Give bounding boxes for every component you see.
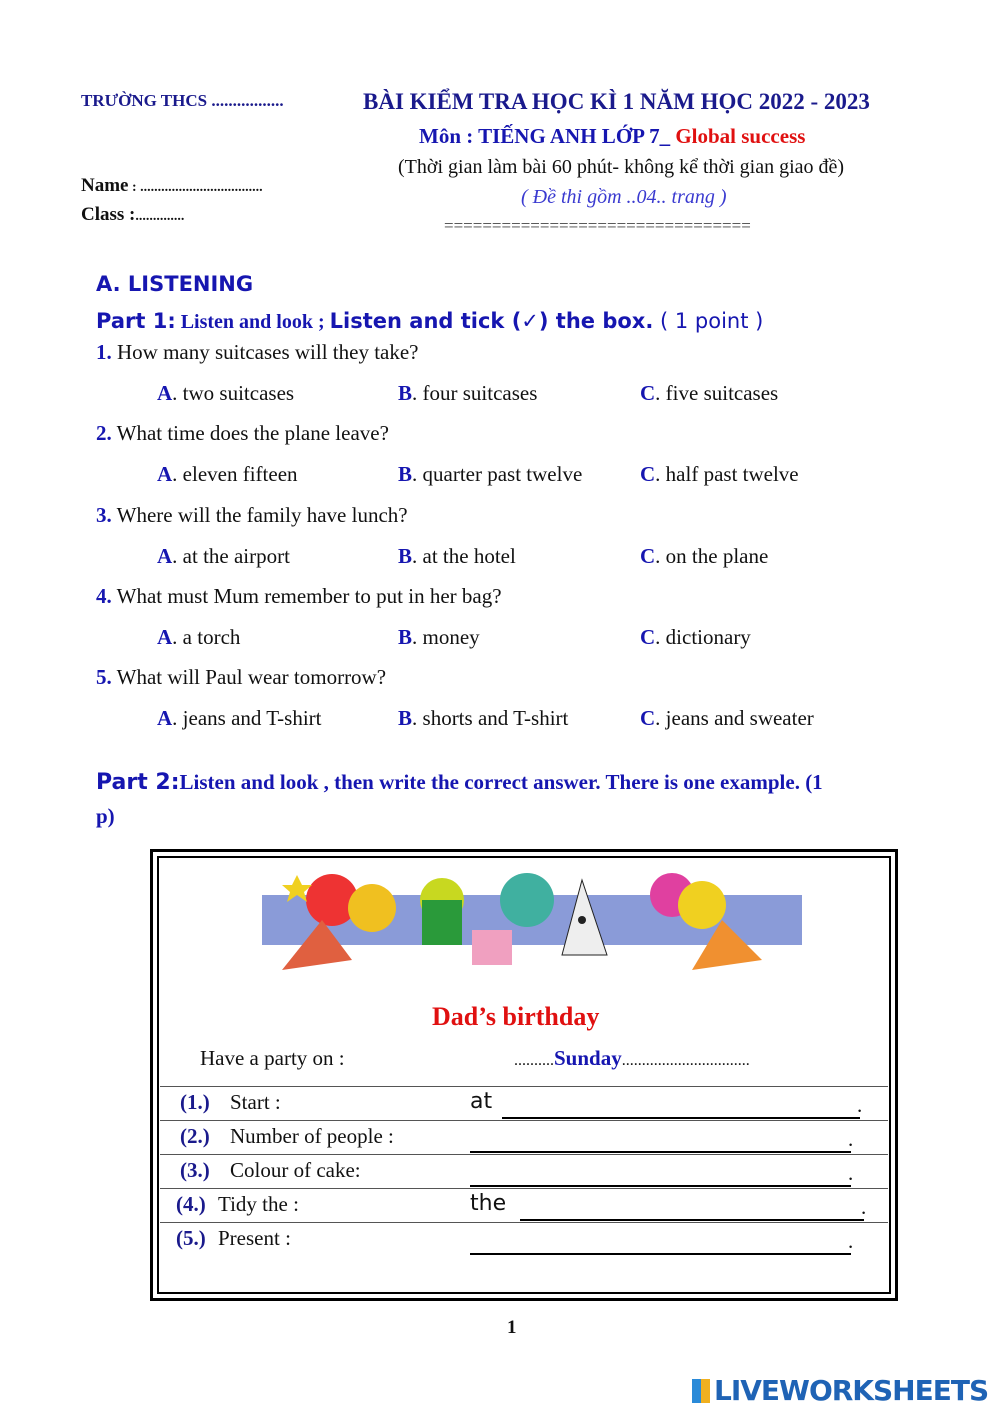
question-text: What must Mum remember to put in her bag? xyxy=(111,584,502,608)
question-text: How many suitcases will they take? xyxy=(111,340,419,364)
option-letter: A xyxy=(157,381,173,405)
row-label: Tidy the : xyxy=(218,1192,299,1216)
question-4 xyxy=(96,584,502,609)
answer-input-4[interactable] xyxy=(520,1193,867,1221)
option-3-a[interactable] xyxy=(157,544,290,569)
answer-row-5 xyxy=(160,1222,888,1257)
part1-instr2: Listen and tick (✓) the box. xyxy=(329,309,654,333)
example-answer-line xyxy=(514,1046,750,1071)
option-5-c[interactable] xyxy=(640,706,814,731)
part2-label: Part 2: xyxy=(96,770,180,795)
period: . xyxy=(861,1195,867,1219)
option-text: . money xyxy=(412,625,480,649)
part1-heading xyxy=(96,309,763,334)
part1-instr1: Listen and look ; xyxy=(175,311,330,333)
option-letter: C xyxy=(640,462,656,486)
subject: Môn : TIẾNG ANH LỚP 7_ xyxy=(419,124,676,148)
option-letter: C xyxy=(640,544,656,568)
option-text: . dictionary xyxy=(655,625,751,649)
option-text: . on the plane xyxy=(655,544,769,568)
option-3-b[interactable] xyxy=(398,544,516,569)
answer-input-1[interactable] xyxy=(502,1091,863,1119)
option-letter: B xyxy=(398,462,413,486)
question-text: Where will the family have lunch? xyxy=(111,503,408,527)
question-1 xyxy=(96,340,419,365)
answer-row-1 xyxy=(160,1086,888,1121)
section-title: A. LISTENING xyxy=(96,272,254,296)
subject-line xyxy=(419,124,805,149)
part1-label: Part 1: xyxy=(96,309,176,333)
row-number: (5.) xyxy=(176,1226,206,1250)
option-text: . at the hotel xyxy=(412,544,516,568)
part1-points: ( 1 point ) xyxy=(653,309,764,333)
subject-highlight: Global success xyxy=(675,124,806,148)
option-letter: A xyxy=(157,462,173,486)
row-prefix: at xyxy=(470,1089,493,1114)
question-text: What time does the plane leave? xyxy=(111,421,389,445)
time-note: (Thời gian làm bài 60 phút- không kể thời gian giao đề) xyxy=(398,156,845,178)
option-1-a[interactable] xyxy=(157,381,294,406)
option-text: . a torch xyxy=(172,625,241,649)
separator: ================================ xyxy=(444,216,751,235)
liveworksheets-logo xyxy=(692,1374,988,1407)
option-text: . two suitcases xyxy=(172,381,295,405)
period: . xyxy=(848,1229,854,1253)
question-2 xyxy=(96,421,389,446)
row-number: (2.) xyxy=(180,1124,210,1148)
question-3 xyxy=(96,503,408,528)
question-number: 4. xyxy=(96,584,112,608)
option-text: . jeans and sweater xyxy=(655,706,814,730)
option-text: . jeans and T-shirt xyxy=(172,706,322,730)
answer-row-3 xyxy=(160,1154,888,1189)
logo-icon xyxy=(692,1379,710,1403)
option-5-b[interactable] xyxy=(398,706,568,731)
example-dots-after: ................................ xyxy=(621,1052,750,1069)
question-number: 3. xyxy=(96,503,112,527)
option-letter: C xyxy=(640,625,656,649)
option-text: . shorts and T-shirt xyxy=(412,706,569,730)
option-letter: B xyxy=(398,381,413,405)
question-number: 2. xyxy=(96,421,112,445)
option-text: . half past twelve xyxy=(655,462,799,486)
option-4-b[interactable] xyxy=(398,625,480,650)
answer-input-3[interactable] xyxy=(470,1159,854,1187)
option-letter: B xyxy=(398,625,413,649)
row-number: (1.) xyxy=(180,1090,210,1114)
example-label: Have a party on : xyxy=(200,1046,345,1070)
part2-heading xyxy=(96,770,823,795)
option-text: . five suitcases xyxy=(655,381,779,405)
option-1-b[interactable] xyxy=(398,381,537,406)
example-answer: Sunday xyxy=(554,1046,622,1070)
question-number: 1. xyxy=(96,340,112,364)
row-number: (4.) xyxy=(176,1192,206,1216)
option-3-c[interactable] xyxy=(640,544,768,569)
period: . xyxy=(857,1093,863,1117)
option-text: . eleven fifteen xyxy=(172,462,298,486)
party-banner-image xyxy=(262,860,802,983)
option-letter: B xyxy=(398,544,413,568)
row-label: Start : xyxy=(230,1090,281,1114)
option-text: . quarter past twelve xyxy=(412,462,583,486)
part2-instr-cont: p) xyxy=(96,804,115,828)
page-number: 1 xyxy=(507,1317,517,1338)
option-text: . at the airport xyxy=(172,544,290,568)
class-label: Class : xyxy=(81,204,136,225)
row-label: Colour of cake: xyxy=(230,1158,361,1182)
option-2-c[interactable] xyxy=(640,462,799,487)
option-text: . four suitcases xyxy=(412,381,538,405)
period: . xyxy=(848,1161,854,1185)
exam-title: BÀI KIỂM TRA HỌC KÌ 1 NĂM HỌC 2022 - 2023 xyxy=(363,89,870,114)
option-5-a[interactable] xyxy=(157,706,322,731)
question-number: 5. xyxy=(96,665,112,689)
option-2-b[interactable] xyxy=(398,462,582,487)
row-prefix: the xyxy=(470,1191,507,1216)
option-2-a[interactable] xyxy=(157,462,298,487)
question-text: What will Paul wear tomorrow? xyxy=(111,665,387,689)
row-label: Number of people : xyxy=(230,1124,394,1148)
row-number: (3.) xyxy=(180,1158,210,1182)
name-label: Name xyxy=(81,175,129,196)
option-1-c[interactable] xyxy=(640,381,778,406)
card-title: Dad’s birthday xyxy=(432,1002,600,1031)
example-dots-before: .......... xyxy=(514,1052,554,1069)
page-count: ( Đề thi gồm ..04.. trang ) xyxy=(521,186,727,208)
option-4-c[interactable] xyxy=(640,625,751,650)
name-dots: : ................................... xyxy=(128,180,263,195)
answer-input-5[interactable] xyxy=(470,1227,854,1255)
class-field[interactable] xyxy=(81,204,184,226)
option-4-a[interactable] xyxy=(157,625,240,650)
answer-row-2 xyxy=(160,1120,888,1155)
school-name: TRƯỜNG THCS ................. xyxy=(81,91,284,110)
name-field[interactable] xyxy=(81,175,263,197)
option-letter: A xyxy=(157,706,173,730)
option-letter: C xyxy=(640,706,656,730)
option-letter: B xyxy=(398,706,413,730)
option-letter: A xyxy=(157,544,173,568)
logo-text: LIVEWORKSHEETS xyxy=(714,1374,989,1407)
class-dots: .............. xyxy=(135,209,185,224)
question-5 xyxy=(96,665,386,690)
option-letter: A xyxy=(157,625,173,649)
option-letter: C xyxy=(640,381,656,405)
part2-instr: Listen and look , then write the correct answer. There is one example. (1 xyxy=(179,770,823,794)
row-label: Present : xyxy=(218,1226,291,1250)
answer-input-2[interactable] xyxy=(470,1125,854,1153)
period: . xyxy=(848,1127,854,1151)
answer-row-4 xyxy=(160,1188,888,1223)
